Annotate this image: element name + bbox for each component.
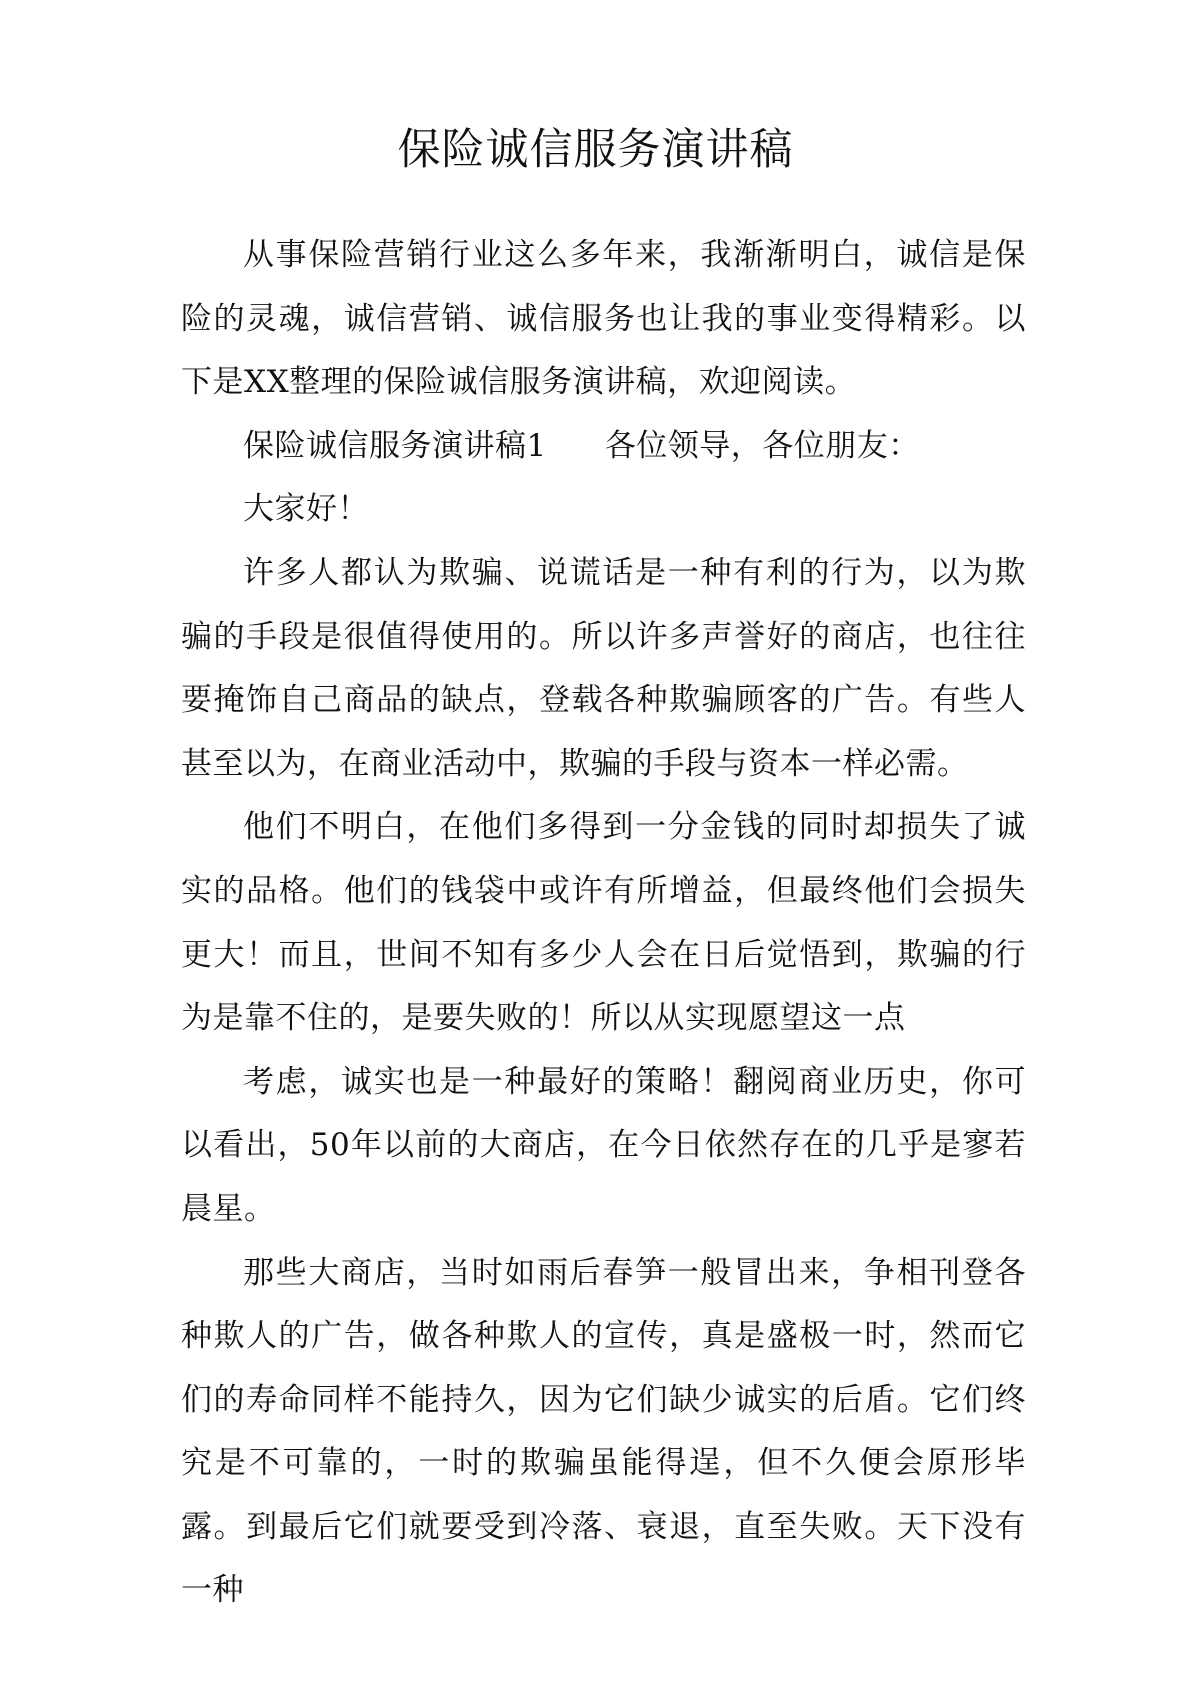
section-heading-line [181,415,1026,479]
section-heading: 保险诚信服务演讲稿1 [243,427,547,464]
greeting: 大家好！ [243,491,369,528]
body-paragraph: 那些大商店，当时如雨后春笋一般冒出来，争相刊登各种欺人的广告，做各种欺人的宣传，真是盛极一时，然而它们的寿命同样不能持久，因为它们缺少诚实的后盾。它们终究是不可靠的，一时的欺骗虽能得逞，但不久便会原形毕露。到最后它们就要受到冷落、衰退，直至失败。天下没有一种 [181,1254,1026,1609]
document-body [181,224,1026,1623]
intro-paragraph: 从事保险营销行业这么多年来，我渐渐明白，诚信是保险的灵魂，诚信营销、诚信服务也让我的事业变得精彩。以下是XX整理的保险诚信服务演讲稿，欢迎阅读。 [181,237,1026,401]
body-paragraph: 考虑，诚实也是一种最好的策略！翻阅商业历史，你可以看出，50年以前的大商店，在今日依然存在的几乎是寥若晨星。 [181,1063,1026,1227]
body-paragraph: 他们不明白，在他们多得到一分金钱的同时却损失了诚实的品格。他们的钱袋中或许有所增益，但最终他们会损失更大！而且，世间不知有多少人会在日后觉悟到，欺骗的行为是靠不住的，是要失败的！所以从实现愿望这一点 [181,809,1026,1037]
document-title: 保险诚信服务演讲稿 [397,125,794,175]
salutation: 各位领导，各位朋友： [604,427,920,464]
body-paragraph: 许多人都认为欺骗、说谎话是一种有利的行为，以为欺骗的手段是很值得使用的。所以许多声誉好的商店，也往往要掩饰自己商品的缺点，登载各种欺骗顾客的广告。有些人甚至以为，在商业活动中，欺骗的手段与资本一样必需。 [181,554,1026,782]
